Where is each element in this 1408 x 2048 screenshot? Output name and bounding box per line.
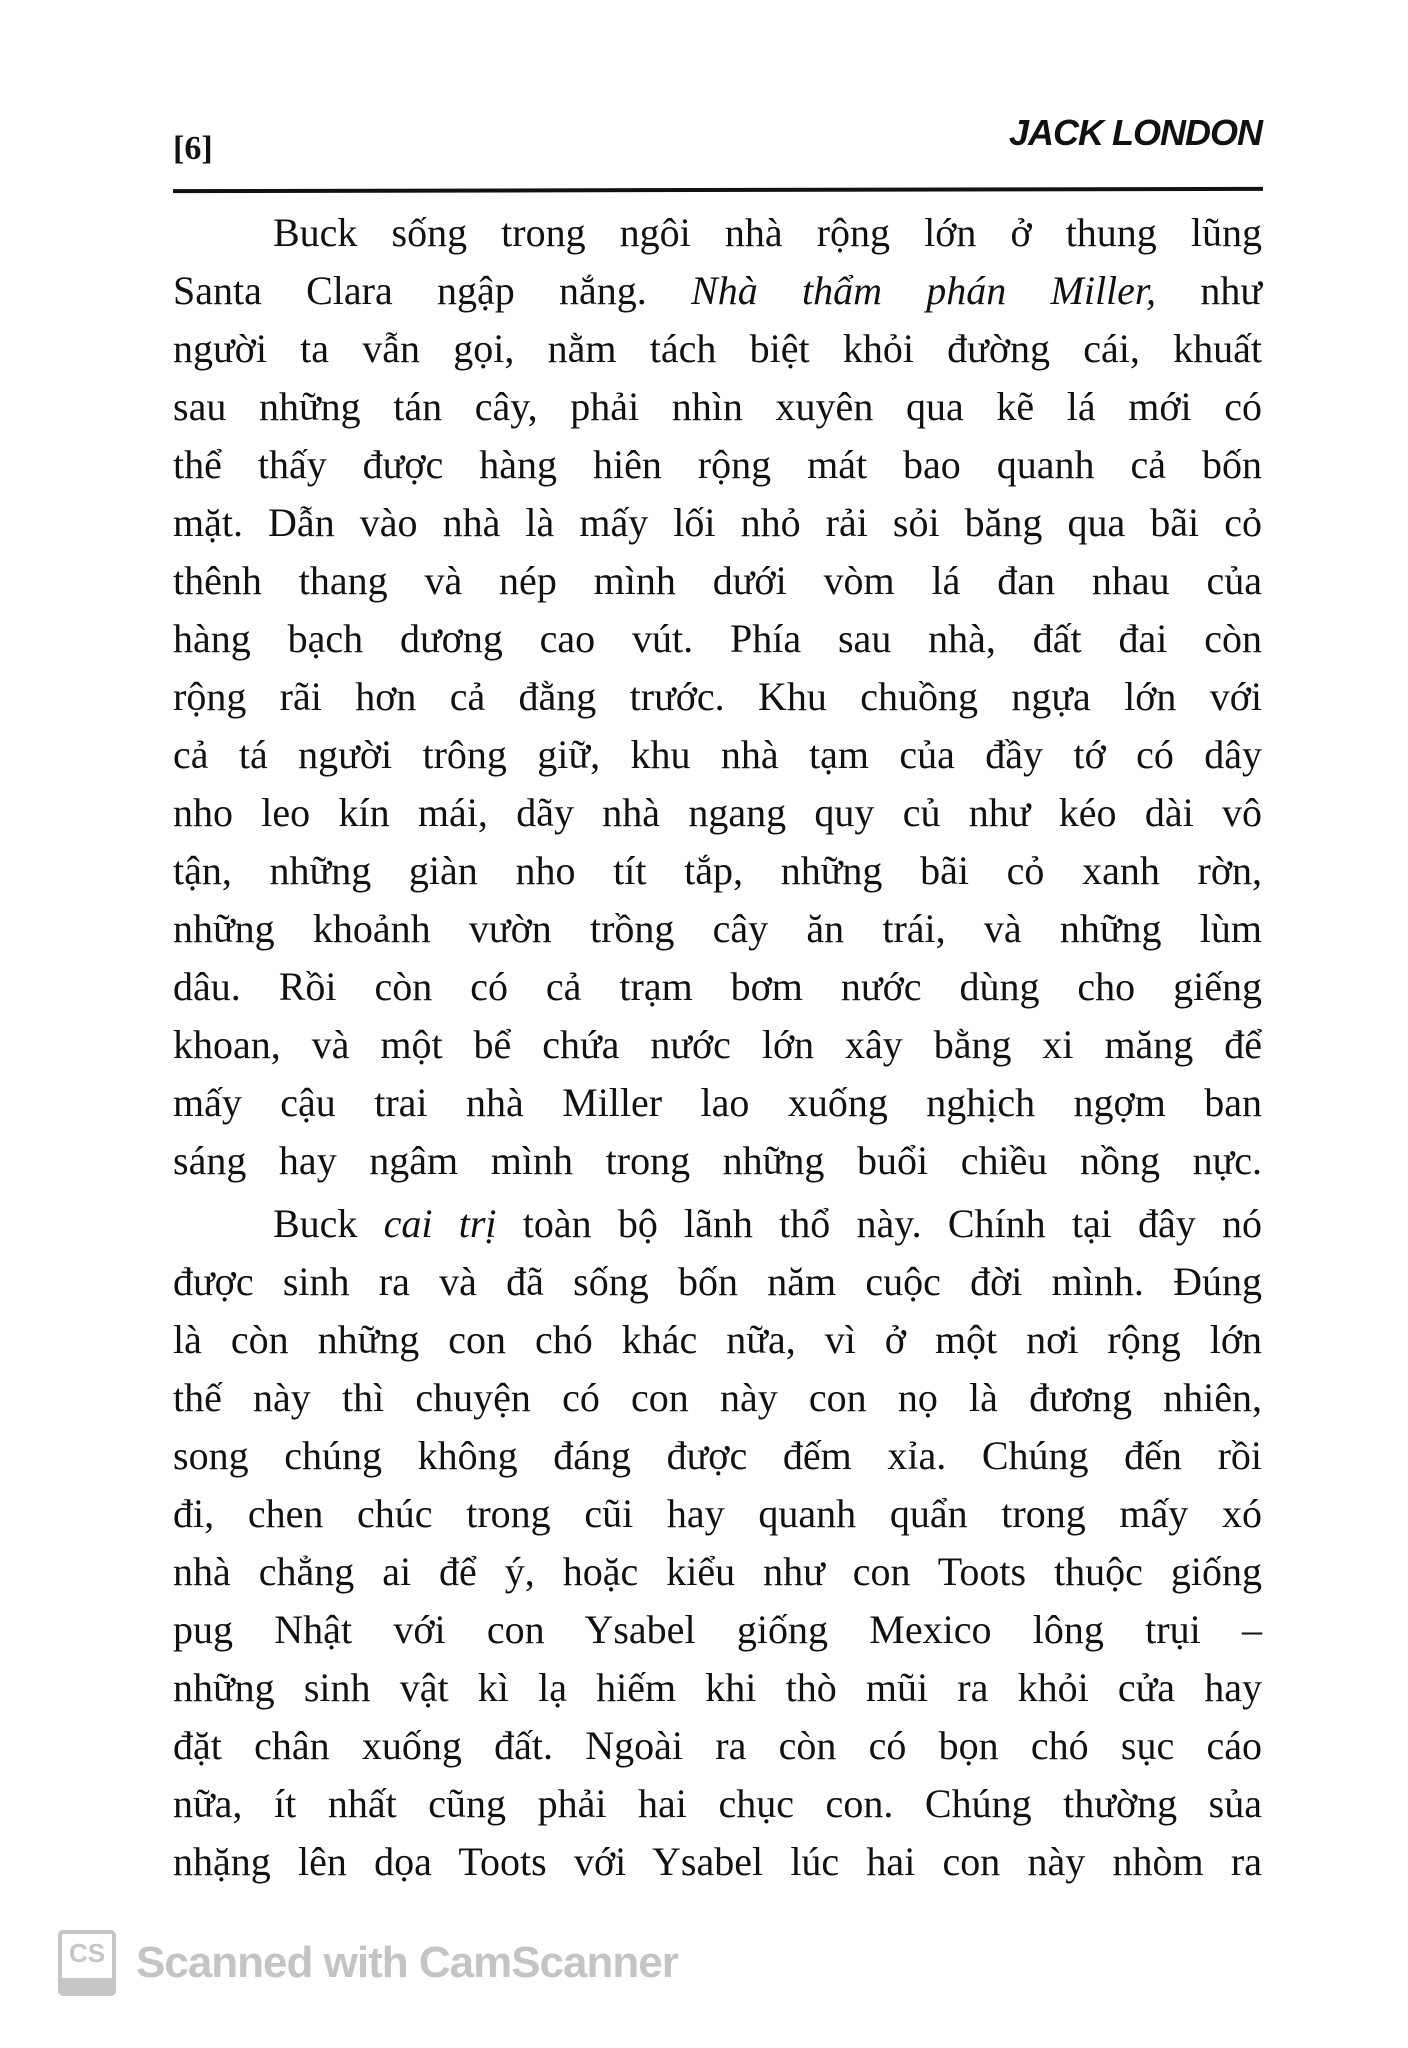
text-segment: tận, những giàn nho tít tắp, những bãi cỏ xanh rờn,: [173, 848, 1262, 893]
text-line: [173, 436, 1262, 494]
text-line: [173, 1195, 1262, 1253]
text-segment: mặt. Dẫn vào nhà là mấy lối nhỏ rải sỏi băng qua bãi cỏ: [173, 500, 1262, 545]
italic-text: cai trị: [383, 1201, 497, 1246]
paragraph: [173, 204, 1262, 1190]
text-segment: những khoảnh vườn trồng cây ăn trái, và những lùm: [173, 906, 1262, 951]
text-line: [173, 1016, 1262, 1074]
text-segment: được sinh ra và đã sống bốn năm cuộc đời mình. Đúng: [173, 1259, 1262, 1304]
text-segment: nhà chẳng ai để ý, hoặc kiểu như con Toots thuộc giống: [173, 1549, 1262, 1594]
text-segment: thênh thang và nép mình dưới vòm lá đan nhau của: [173, 558, 1262, 603]
page-number: [6]: [173, 130, 213, 167]
text-line: [173, 668, 1262, 726]
text-segment: Santa Clara ngập nắng.: [173, 268, 692, 313]
running-head: JACK LONDON: [1008, 112, 1262, 153]
text-segment: song chúng không đáng được đếm xỉa. Chúng đến rồi: [173, 1433, 1262, 1478]
text-segment: Buck: [273, 1201, 384, 1246]
text-line: [173, 726, 1262, 784]
text-line: [173, 610, 1262, 668]
body-text: [173, 204, 1262, 1896]
text-line: [173, 1601, 1262, 1659]
text-segment: nho leo kín mái, dãy nhà ngang quy củ như kéo dài vô: [173, 790, 1262, 835]
text-line: [173, 1717, 1262, 1775]
text-line: [173, 378, 1262, 436]
camscanner-watermark: [58, 1930, 678, 1996]
text-line: [173, 1311, 1262, 1369]
text-line: [173, 900, 1262, 958]
text-segment: pug Nhật với con Ysabel giống Mexico lông trụi –: [173, 1607, 1262, 1652]
text-line: [173, 552, 1262, 610]
text-segment: nữa, ít nhất cũng phải hai chục con. Chúng thường sủa: [173, 1781, 1262, 1826]
text-line: [173, 784, 1262, 842]
text-segment: sáng hay ngâm mình trong những buổi chiều nồng nực.: [173, 1138, 1262, 1183]
text-segment: đặt chân xuống đất. Ngoài ra còn có bọn chó sục cáo: [173, 1723, 1262, 1768]
text-line: [173, 320, 1262, 378]
text-line: [173, 1427, 1262, 1485]
watermark-text: Scanned with CamScanner: [136, 1938, 678, 1987]
text-line: [173, 1543, 1262, 1601]
text-line: [173, 204, 1262, 262]
italic-text: Nhà thẩm phán Miller,: [691, 268, 1157, 313]
paragraph: [173, 1195, 1262, 1891]
text-segment: những sinh vật kì lạ hiếm khi thò mũi ra khỏi cửa hay: [173, 1665, 1262, 1710]
text-segment: mấy cậu trai nhà Miller lao xuống nghịch ngợm ban: [173, 1080, 1262, 1125]
text-segment: toàn bộ lãnh thổ này. Chính tại đây nó: [496, 1201, 1262, 1246]
text-segment: khoan, và một bể chứa nước lớn xây bằng xi măng để: [173, 1022, 1262, 1067]
text-line: [173, 1074, 1262, 1132]
text-line: [173, 1485, 1262, 1543]
text-segment: dâu. Rồi còn có cả trạm bơm nước dùng cho giếng: [173, 964, 1262, 1009]
text-line: [173, 842, 1262, 900]
logo-text: CS: [68, 1938, 106, 1968]
text-segment: là còn những con chó khác nữa, vì ở một nơi rộng lớn: [173, 1317, 1262, 1362]
camscanner-logo-icon: [58, 1930, 116, 1996]
text-line: [173, 262, 1262, 320]
header-rule: [173, 187, 1263, 193]
text-line: [173, 1132, 1262, 1190]
text-segment: sau những tán cây, phải nhìn xuyên qua kẽ lá mới có: [173, 384, 1262, 429]
text-line: [173, 1659, 1262, 1717]
text-segment: cả tá người trông giữ, khu nhà tạm của đầy tớ có dây: [173, 732, 1262, 777]
text-line: [173, 958, 1262, 1016]
text-segment: như: [1156, 268, 1263, 313]
text-line: [173, 494, 1262, 552]
text-segment: thể thấy được hàng hiên rộng mát bao quanh cả bốn: [173, 442, 1262, 487]
text-line: [173, 1253, 1262, 1311]
text-segment: người ta vẫn gọi, nằm tách biệt khỏi đường cái, khuất: [173, 326, 1262, 371]
text-segment: thế này thì chuyện có con này con nọ là đương nhiên,: [173, 1375, 1262, 1420]
text-line: [173, 1833, 1262, 1891]
text-segment: hàng bạch dương cao vút. Phía sau nhà, đất đai còn: [173, 616, 1262, 661]
text-segment: nhặng lên dọa Toots với Ysabel lúc hai con này nhòm ra: [173, 1839, 1262, 1884]
text-segment: Buck sống trong ngôi nhà rộng lớn ở thung lũng: [273, 210, 1262, 255]
text-line: [173, 1369, 1262, 1427]
text-segment: rộng rãi hơn cả đằng trước. Khu chuồng ngựa lớn với: [173, 674, 1262, 719]
text-line: [173, 1775, 1262, 1833]
text-segment: đi, chen chúc trong cũi hay quanh quẩn trong mấy xó: [173, 1491, 1262, 1536]
